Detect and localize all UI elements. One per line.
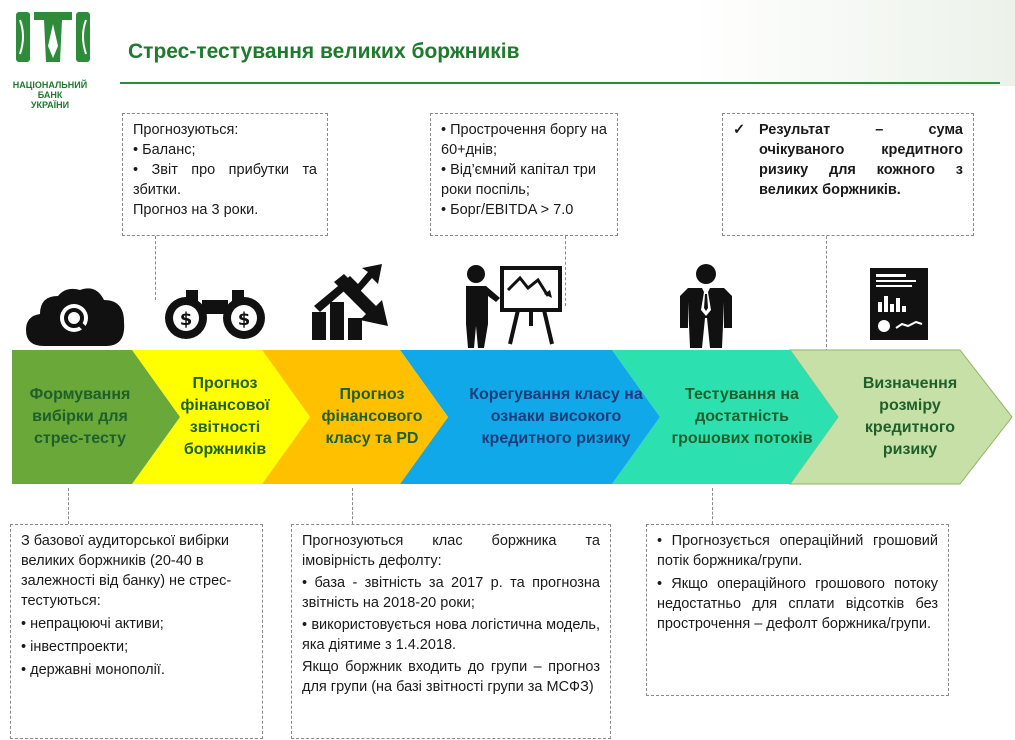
title-divider <box>120 82 1000 84</box>
connector-line <box>826 236 827 352</box>
pd-forecast-note: Прогнозуються клас боржника та імовірність дефолту: • база - звітність за 2017 р. та прогнозна звітність на 2018-20 роки; • використовується нова логістична модель, яка діятиме з 1.4.2018. Якщо боржник входить до групи – прогноз для групи (на базі звітності групи за МСФЗ) <box>291 524 611 739</box>
businessman-icon <box>676 262 736 350</box>
svg-text:$: $ <box>237 309 251 330</box>
svg-text:$: $ <box>179 309 193 330</box>
binoculars-dollar-icon <box>162 288 268 340</box>
check-icon: ✓ <box>733 122 746 138</box>
connector-line <box>155 236 156 300</box>
cloud-search-icon <box>24 284 128 350</box>
connector-line <box>352 488 353 524</box>
page-title: Стрес-тестування великих боржників <box>128 40 520 63</box>
step-2-label: Прогноз фінансової звітності боржників <box>180 375 270 458</box>
header-decoration <box>690 0 1015 86</box>
step-5-label: Тестування на достатність грошових потоків <box>671 386 813 447</box>
logo-caption: НАЦІОНАЛЬНИЙ БАНК УКРАЇНИ <box>12 80 88 110</box>
chart-arrows-icon <box>310 262 392 342</box>
nbu-logo-icon <box>14 6 92 76</box>
step-3-label: Прогноз фінансового класу та PD <box>321 386 423 447</box>
connector-line <box>68 488 69 524</box>
forecast-note: Прогнозуються: • Баланс; • Звіт про прибутки та збитки. Прогноз на 3 роки. <box>122 113 328 236</box>
sample-note: З базової аудиторської вибірки великих боржників (20-40 в залежності від банку) не стрес-тестуються: • непрацюючі активи; • інвестпроекти; • державні монополії. <box>10 524 263 739</box>
step-1-label: Формування вибірки для стрес-тесту <box>29 386 131 447</box>
presenter-chart-icon <box>462 264 562 350</box>
risk-signs-note: • Прострочення боргу на 60+днів; • Від’ємний капітал три роки поспіль; • Борг/EBITDA > 7.0 <box>430 113 618 236</box>
cashflow-note: • Прогнозується операційний грошовий потік боржника/групи. • Якщо операційного грошового потоку недостатньо для сплати відсотків без прострочення – дефолт боржника/групи. <box>646 524 949 696</box>
connector-line <box>712 488 713 524</box>
step-6-label: Визначення розміру кредитного ризику <box>862 375 958 458</box>
result-note: ✓ Результат – сума очікуваного кредитного ризику для кожного з великих боржників. <box>722 113 974 236</box>
report-document-icon <box>868 266 930 342</box>
connector-line <box>565 236 566 306</box>
step-4-label: Корегування класу на ознаки високого кредитного ризику <box>469 386 643 447</box>
